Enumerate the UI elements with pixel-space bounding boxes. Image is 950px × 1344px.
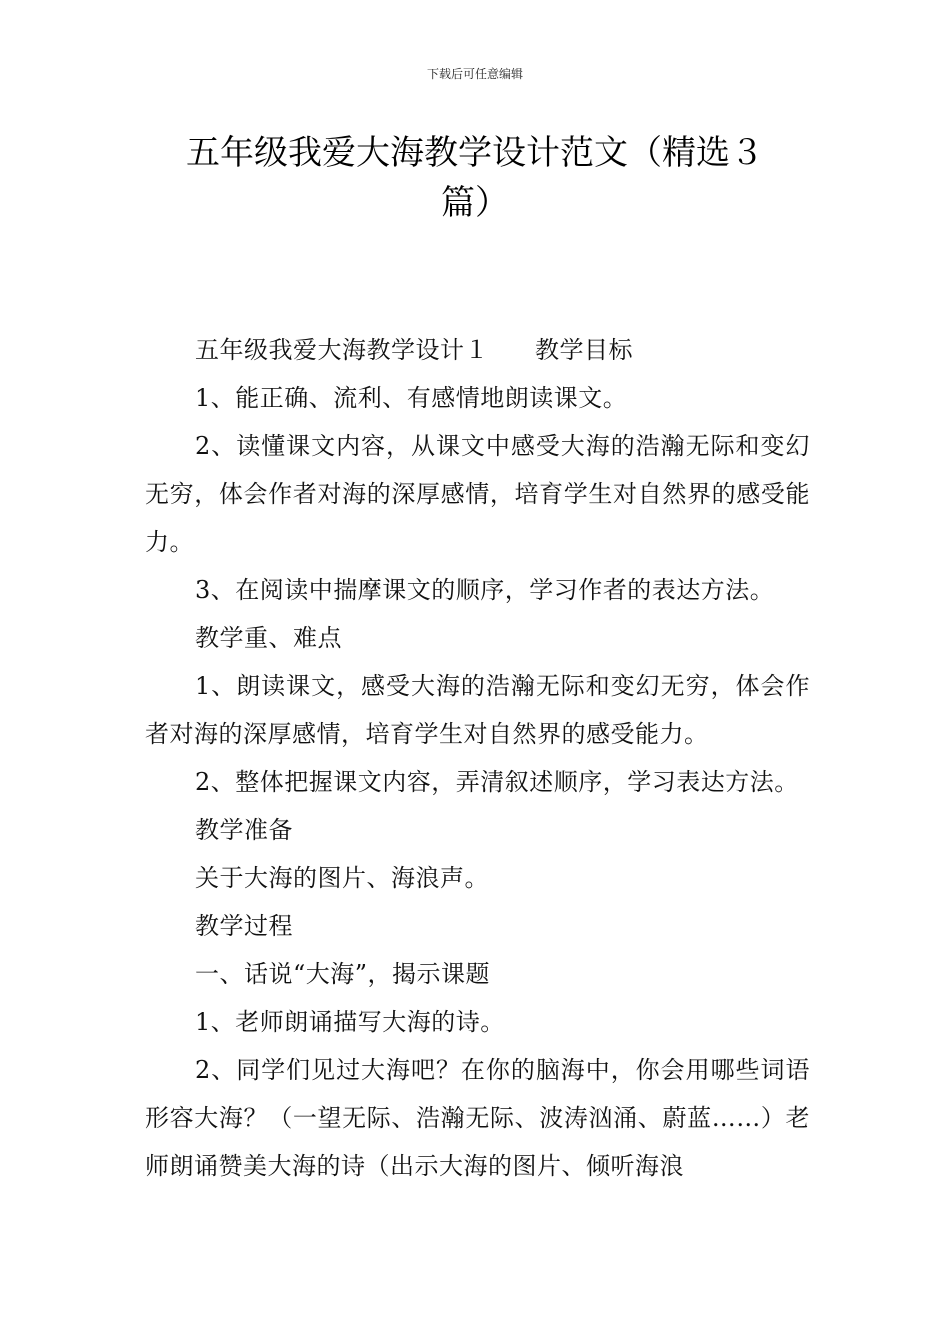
paragraph: 2、读懂课文内容，从课文中感受大海的浩瀚无际和变幻无穷，体会作者对海的深厚感情，培育学生对自然界的感受能力。 bbox=[145, 432, 810, 556]
paragraph: 教学重、难点 bbox=[195, 624, 342, 652]
section-heading bbox=[145, 326, 810, 374]
header-note: 下载后可任意编辑 bbox=[426, 67, 523, 81]
document-body bbox=[145, 326, 810, 1190]
paragraph: 2、同学们见过大海吧？在你的脑海中，你会用哪些词语形容大海？（一望无际、浩瀚无际、波涛汹涌、蔚蓝……）老师朗诵赞美大海的诗（出示大海的图片、倾听海浪 bbox=[145, 1056, 810, 1180]
document-title bbox=[145, 128, 805, 228]
paragraph: 3、在阅读中揣摩课文的顺序，学习作者的表达方法。 bbox=[195, 576, 775, 604]
paragraph: 1、朗读课文，感受大海的浩瀚无际和变幻无穷，体会作者对海的深厚感情，培育学生对自然界的感受能力。 bbox=[145, 672, 810, 748]
title-line-2: 篇） bbox=[441, 183, 509, 223]
paragraph: 1、能正确、流利、有感情地朗读课文。 bbox=[195, 384, 628, 412]
section-heading-subtitle: 教学目标 bbox=[535, 336, 633, 364]
section-heading-title: 五年级我爱大海教学设计１ bbox=[195, 336, 489, 364]
paragraph: 关于大海的图片、海浪声。 bbox=[195, 864, 489, 892]
title-line-1: 五年级我爱大海教学设计范文（精选３ bbox=[186, 133, 764, 173]
paragraph: 2、整体把握课文内容，弄清叙述顺序，学习表达方法。 bbox=[195, 768, 799, 796]
paragraph: 一、话说“大海”，揭示课题 bbox=[195, 960, 491, 988]
paragraph: 教学过程 bbox=[195, 912, 293, 940]
paragraph: 教学准备 bbox=[195, 816, 293, 844]
paragraph: 1、老师朗诵描写大海的诗。 bbox=[195, 1008, 505, 1036]
